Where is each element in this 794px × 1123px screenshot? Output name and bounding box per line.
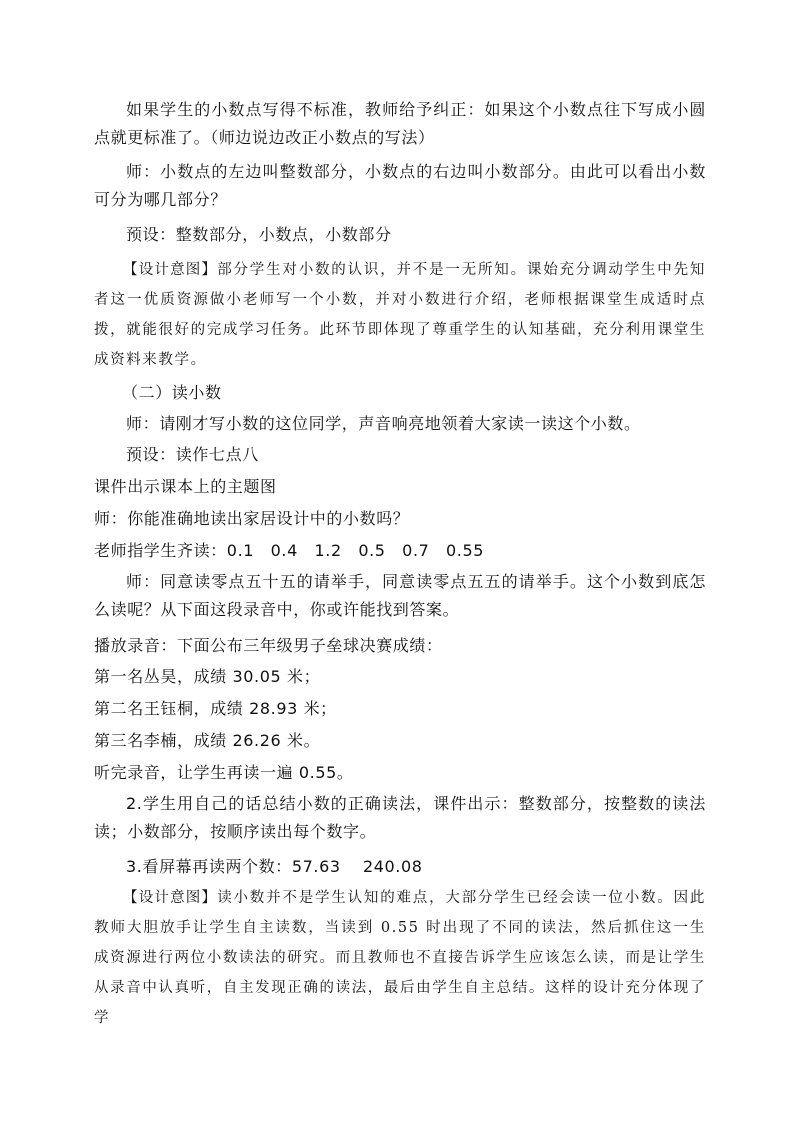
paragraph-after-recording: 听完录音，让学生再读一遍 0.55。 [94, 763, 354, 782]
paragraph-decimal-point-correction: 如果学生的小数点写得不标准，教师给予纠正：如果这个小数点往下写成小圆点就更标准了。（师边说边改正小数点的写法） [94, 100, 706, 147]
paragraph-show-theme-image: 课件出示课本上的主题图 [94, 477, 277, 496]
paragraph-read-numbers: 老师指学生齐读：0.1 0.4 1.2 0.5 0.7 0.55 [94, 541, 485, 560]
design-intent-note-2 [94, 883, 706, 1033]
paragraph-play-recording: 播放录音：下面公布三年级男子垒球决赛成绩： [94, 636, 443, 655]
design-intent-tag-2: 【设计意图】 [123, 890, 218, 906]
paragraph-preset-read: 预设：读作七点八 [126, 445, 259, 464]
paragraph-preset-answer-parts: 预设：整数部分，小数点，小数部分 [126, 225, 392, 244]
paragraph-first-place: 第一名丛昊，成绩 30.05 米； [94, 667, 321, 686]
paragraph-teacher-request: 师：请刚才写小数的这位同学，声音响亮地领着大家读一读这个小数。 [126, 414, 641, 433]
design-intent-tag: 【设计意图】 [123, 262, 218, 278]
design-intent-body-2: 读小数并不是学生认知的难点，大部分学生已经会读一位小数。因此教师大胆放手让学生自主读数，当读到 0.55 时出现了不同的读法，然后抓住这一生成资源进行两位小数读法的研究。而且教师也不直接告诉学生应该怎么读，而是让学生从录音中认真听，自主发现正确的读法，最后由学生自主总结。这样的设计充分体现了学 [94, 890, 707, 1026]
design-intent-body: 部分学生对小数的认识，并不是一无所知。课始充分调动学生中先知者这一优质资源做小老师写一个小数，并对小数进行介绍，老师根据课堂生成适时点拨，就能很好的完成学习任务。此环节即体现了尊重学生的认知基础，充分利用课堂生成资料来教学。 [94, 262, 707, 368]
paragraph-summary-reading-rule: 2.学生用自己的话总结小数的正确读法，课件出示：整数部分，按整数的读法读；小数部分，按顺序读出每个数字。 [94, 794, 706, 841]
paragraph-teacher-question: 师：你能准确地读出家居设计中的小数吗？ [94, 509, 410, 528]
paragraph-third-place: 第三名李楠，成绩 26.26 米。 [94, 731, 321, 750]
paragraph-vote-reading: 师：同意读零点五十五的请举手，同意读零点五五的请举手。这个小数到底怎么读呢？从下面这段录音中，你或许能找到答案。 [94, 572, 706, 619]
section-heading-read-decimals: （二）读小数 [122, 383, 222, 402]
design-intent-note-1 [94, 255, 706, 375]
paragraph-read-two-numbers: 3.看屏幕再读两个数：57.63 240.08 [126, 857, 423, 876]
paragraph-second-place: 第二名王钰桐，成绩 28.93 米； [94, 699, 337, 718]
paragraph-decimal-parts-question: 师：小数点的左边叫整数部分，小数点的右边叫小数部分。由此可以看出小数可分为哪几部分？ [94, 162, 706, 209]
